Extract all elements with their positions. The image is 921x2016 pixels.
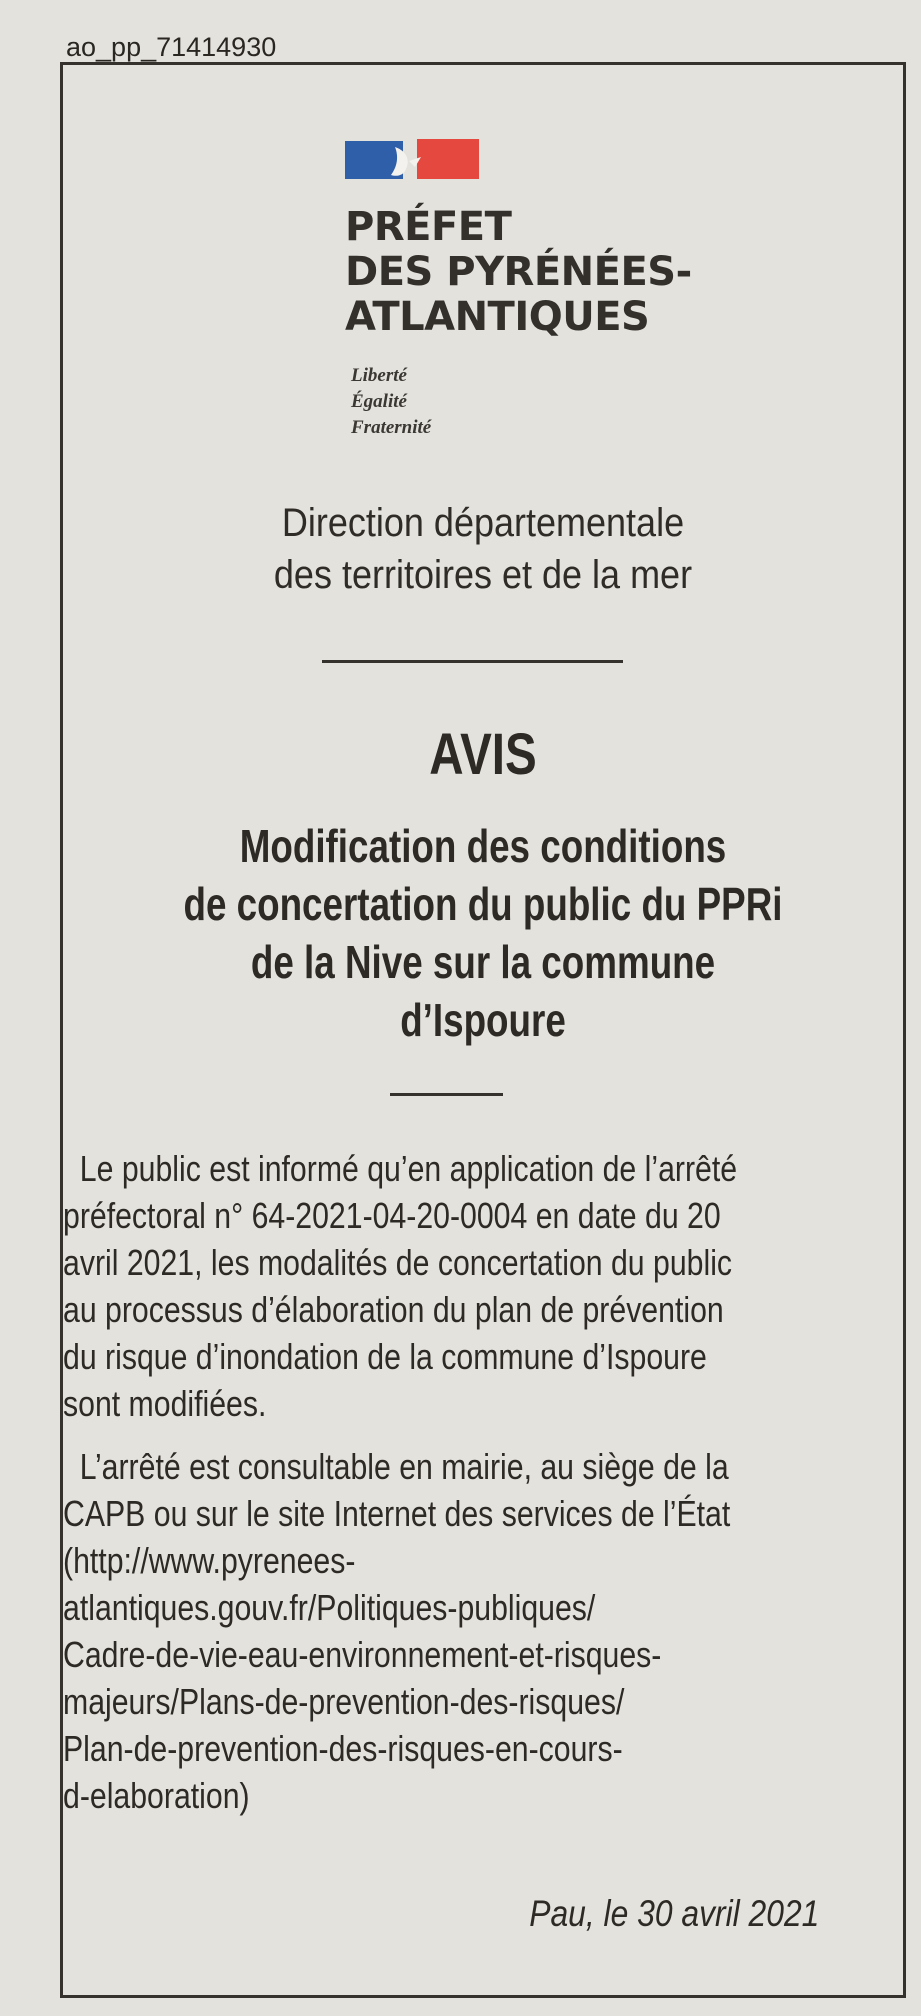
paragraph2-line: majeurs/Plans-de-prevention-des-risques/ [63, 1681, 625, 1722]
direction-line: des territoires et de la mer [273, 553, 693, 597]
paragraph1-line: au processus d’élaboration du plan de prévention [63, 1289, 724, 1330]
divider [322, 660, 623, 663]
notice-subject [147, 817, 819, 1049]
notice-frame [60, 62, 906, 1998]
subject-line: de concertation du public du PPRi [183, 878, 783, 930]
subject-line: Modification des conditions [239, 820, 727, 872]
motto-fraternite: Fraternité [351, 417, 432, 438]
paragraph2-line: (http://www.pyrenees- [63, 1540, 356, 1581]
motto-egalite: Égalité [351, 391, 407, 412]
paragraph1-line: préfectoral n° 64-2021-04-20-0004 en date du 20 [63, 1195, 721, 1236]
paragraph2-line: atlantiques.gouv.fr/Politiques-publiques/ [63, 1587, 596, 1628]
paragraph1-line: Le public est informé qu’en application de l’arrêté [79, 1148, 738, 1189]
paragraph1-line: sont modifiées. [63, 1383, 267, 1424]
avis-title: AVIS [429, 722, 537, 787]
paragraph2-line: CAPB ou sur le site Internet des services de l’État [63, 1493, 731, 1534]
divider [390, 1093, 503, 1096]
logo-line: DES PYRÉNÉES- [345, 249, 692, 295]
prefecture-logo-text [345, 205, 692, 340]
direction-line: Direction départementale [281, 501, 685, 545]
marianne-logo-icon [345, 137, 481, 183]
paragraph1-line: du risque d’inondation de la commune d’Ispoure [63, 1336, 707, 1377]
reference-code: ao_pp_71414930 [66, 32, 277, 62]
paragraph1-line: avril 2021, les modalités de concertation du public [63, 1242, 733, 1283]
logo-line: PRÉFET [345, 204, 512, 250]
paragraph2-line: Cadre-de-vie-eau-environnement-et-risques- [63, 1634, 662, 1675]
paragraph2-line: d-elaboration) [63, 1775, 250, 1816]
motto-liberte: Liberté [351, 365, 407, 386]
subject-line: de la Nive sur la commune [250, 936, 716, 988]
republic-motto [351, 363, 431, 441]
paragraph2-line: Plan-de-prevention-des-risques-en-cours- [63, 1728, 623, 1769]
signature-date: Pau, le 30 avril 2021 [528, 1893, 819, 1934]
logo-line: ATLANTIQUES [345, 294, 650, 340]
paragraph2-line: L’arrêté est consultable en mairie, au siège de la [79, 1446, 729, 1487]
issuing-direction [105, 497, 861, 601]
subject-line: d’Ispoure [400, 994, 566, 1046]
